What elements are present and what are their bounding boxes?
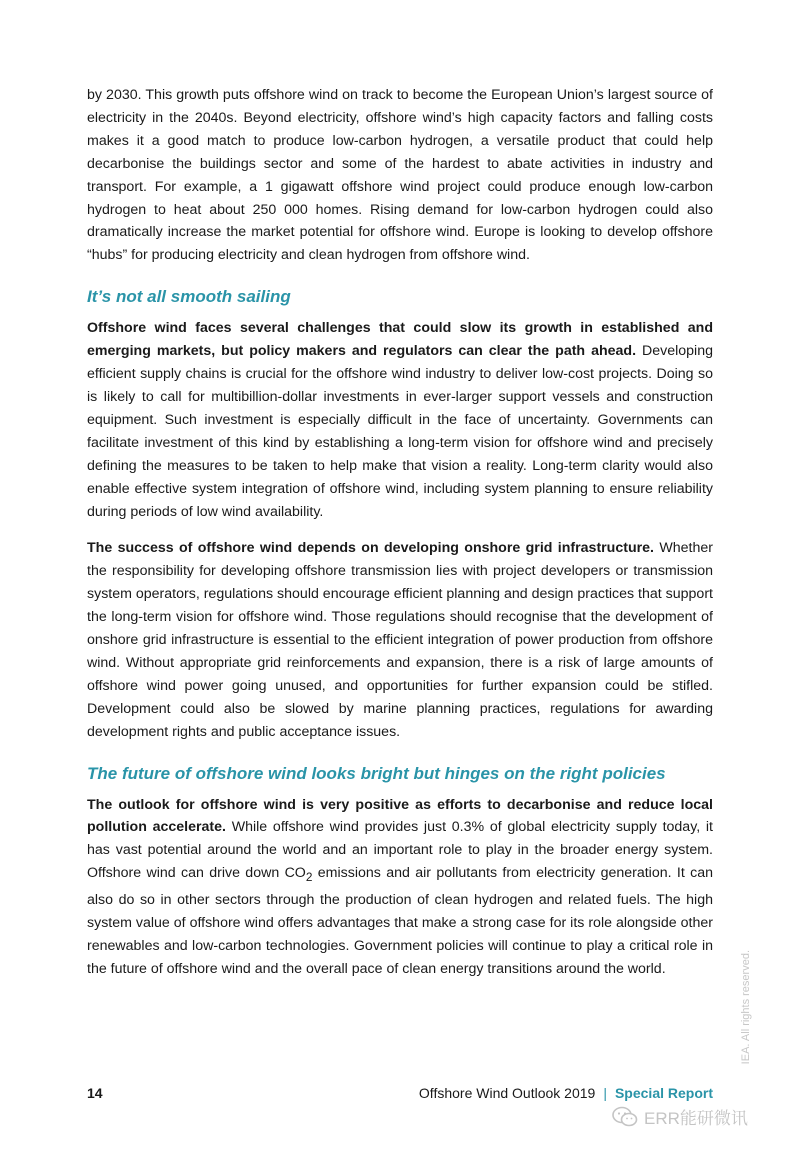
paragraph-text: Whether the responsibility for developing offshore transmission lies with project developers or transmission system operators, regulations should encourage efficient planning and design practices that support the long-term vision for offshore wind. Those regulations should recognise that the development of onshore grid infrastructure is essential to the efficient integration of power production from offshore wind. Without appropriate grid reinforcements and expansion, there is a risk of large amounts of offshore wind power going unused, and opportunities for further expansion could be stifled. Development could also be slowed by marine planning practices, regulations for awarding development rights and public acceptance issues. xyxy=(87,540,713,740)
body-paragraph xyxy=(87,537,713,743)
report-title xyxy=(419,1085,713,1101)
report-name: Offshore Wind Outlook 2019 xyxy=(418,1085,596,1101)
paragraph-text: Developing efficient supply chains is crucial for the offshore wind industry to deliver low-cost projects. Doing so is likely to call for multibillion-dollar investments in ever-larger support vessels and construction equipment. Such investment is especially difficult in the face of uncertainty. Governments can facilitate investment of this kind by establishing a long-term vision for offshore wind and precisely defining the measures to be taken to help make that vision a reality. Long-term clarity would also enable effective system integration of offshore wind, including system planning to ensure reliability during periods of low wind availability. xyxy=(87,343,713,520)
body-paragraph xyxy=(87,794,713,981)
watermark xyxy=(612,1104,748,1129)
paragraph-text: emissions and air pollutants from electricity generation. It can also do so in other sectors through the production of clean hydrogen and related fuels. The high system value of offshore wind offers advantages that make a strong case for its role alongside other renewables and low-carbon technologies. Government policies will continue to play a critical role in the future of offshore wind and the overall pace of clean energy transitions around the world. xyxy=(87,865,713,977)
paragraph-text: While offshore wind provides just 0.3% of global electricity supply today, it has vast potential around the world and an important role to play in the broader energy system. Offshore wind can drive down CO xyxy=(87,819,714,882)
section-heading: The future of offshore wind looks bright but hinges on the right policies xyxy=(87,763,666,783)
section-heading: It’s not all smooth sailing xyxy=(87,287,291,307)
watermark-text: ERR能研微讯 xyxy=(644,1109,748,1128)
body-paragraph: by 2030. This growth puts offshore wind on track to become the European Union’s largest source of electricity in the 2040s. Beyond electricity, offshore wind’s high capacity factors and falling costs makes it a good match to produce low-carbon hydrogen, a versatile product that could help decarbonise the buildings sector and some of the hardest to abate activities in industry and transport. For example, a 1 gigawatt offshore wind project could produce enough low-carbon hydrogen to heat about 250 000 homes. Rising demand for low-carbon hydrogen could also dramatically increase the market potential for offshore wind. Europe is looking to develop offshore “hubs” for producing electricity and clean hydrogen from offshore wind. xyxy=(87,87,713,264)
separator: | xyxy=(603,1085,607,1101)
subscript: 2 xyxy=(305,870,313,885)
lead-sentence: Offshore wind faces several challenges that could slow its growth in established and emerging markets, but policy makers and regulators can clear the path ahead. xyxy=(87,320,713,360)
copyright-notice: IEA. All rights reserved. xyxy=(740,950,752,1065)
body-paragraph xyxy=(87,317,713,523)
main-content xyxy=(87,84,713,995)
wechat-icon xyxy=(612,1106,638,1128)
page-number: 14 xyxy=(87,1085,103,1101)
report-series: Special Report xyxy=(614,1085,713,1101)
lead-sentence: The outlook for offshore wind is very positive as efforts to decarbonise and reduce local pollution accelerate. xyxy=(87,796,713,836)
lead-sentence: The success of offshore wind depends on developing onshore grid infrastructure. xyxy=(87,540,654,557)
